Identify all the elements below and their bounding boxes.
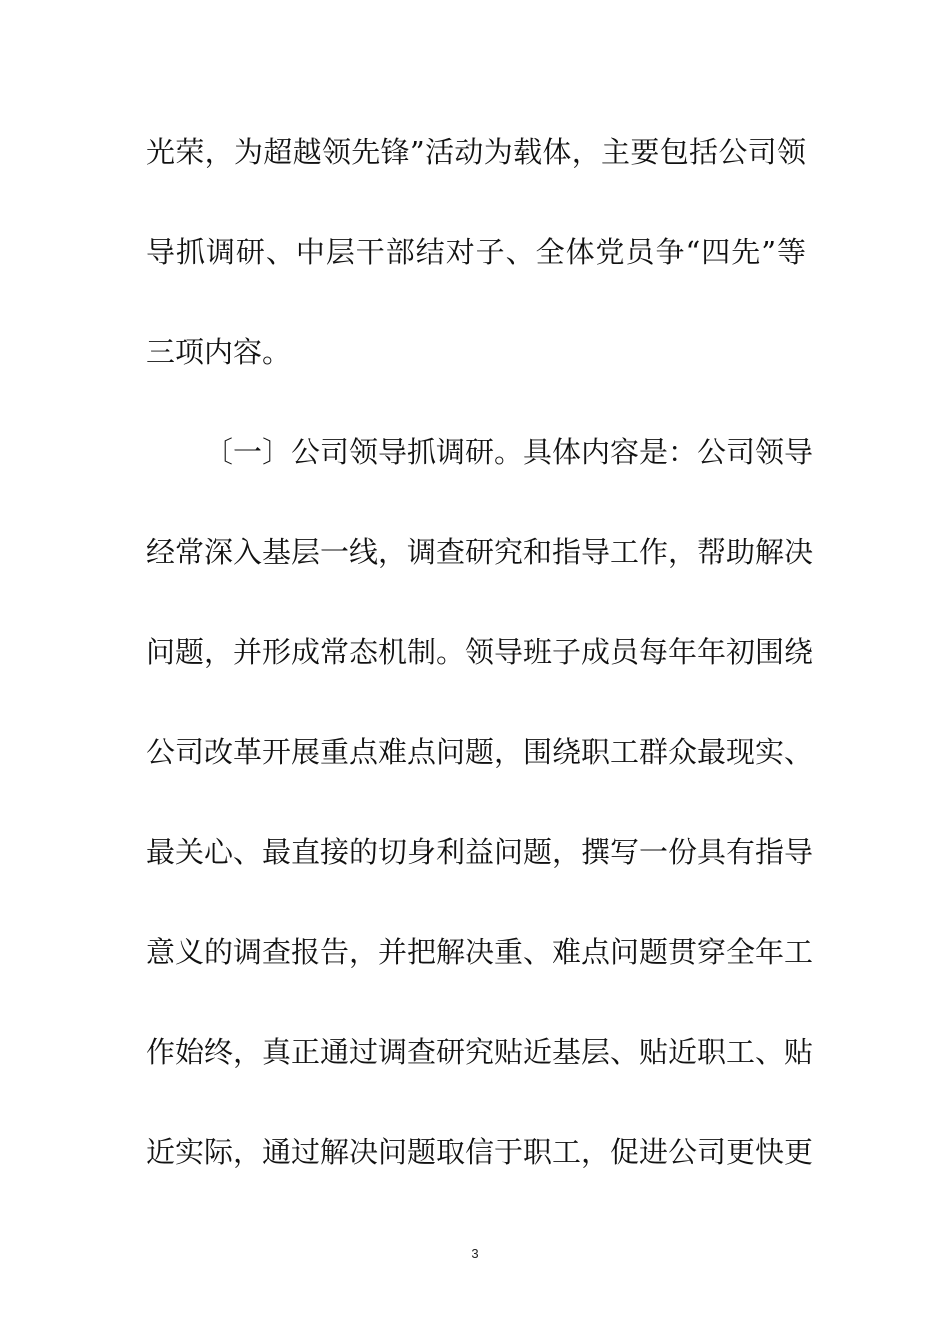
- text-line: 最关心、最直接的切身利益问题，撰写一份具有指导: [146, 835, 814, 869]
- text-line: 导抓调研、中层干部结对子、全体党员争“四先”等: [146, 235, 806, 269]
- text-line: 作始终，真正通过调查研究贴近基层、贴近职工、贴: [146, 1035, 814, 1069]
- text-line: 经常深入基层一线，调查研究和指导工作，帮助解决: [146, 535, 814, 569]
- text-line: 公司改革开展重点难点问题，围绕职工群众最现实、: [146, 735, 814, 769]
- text-line: 意义的调查报告，并把解决重、难点问题贯穿全年工: [146, 935, 814, 969]
- text-line: 〔一〕公司领导抓调研。具体内容是：公司领导: [204, 435, 814, 469]
- text-line: 光荣，为超越领先锋”活动为载体，主要包括公司领: [146, 135, 806, 169]
- page-number: 3: [471, 1246, 479, 1261]
- text-line: 问题，并形成常态机制。领导班子成员每年年初围绕: [146, 635, 814, 669]
- text-line: 三项内容。: [146, 335, 292, 369]
- text-line: 近实际，通过解决问题取信于职工，促进公司更快更: [146, 1135, 814, 1169]
